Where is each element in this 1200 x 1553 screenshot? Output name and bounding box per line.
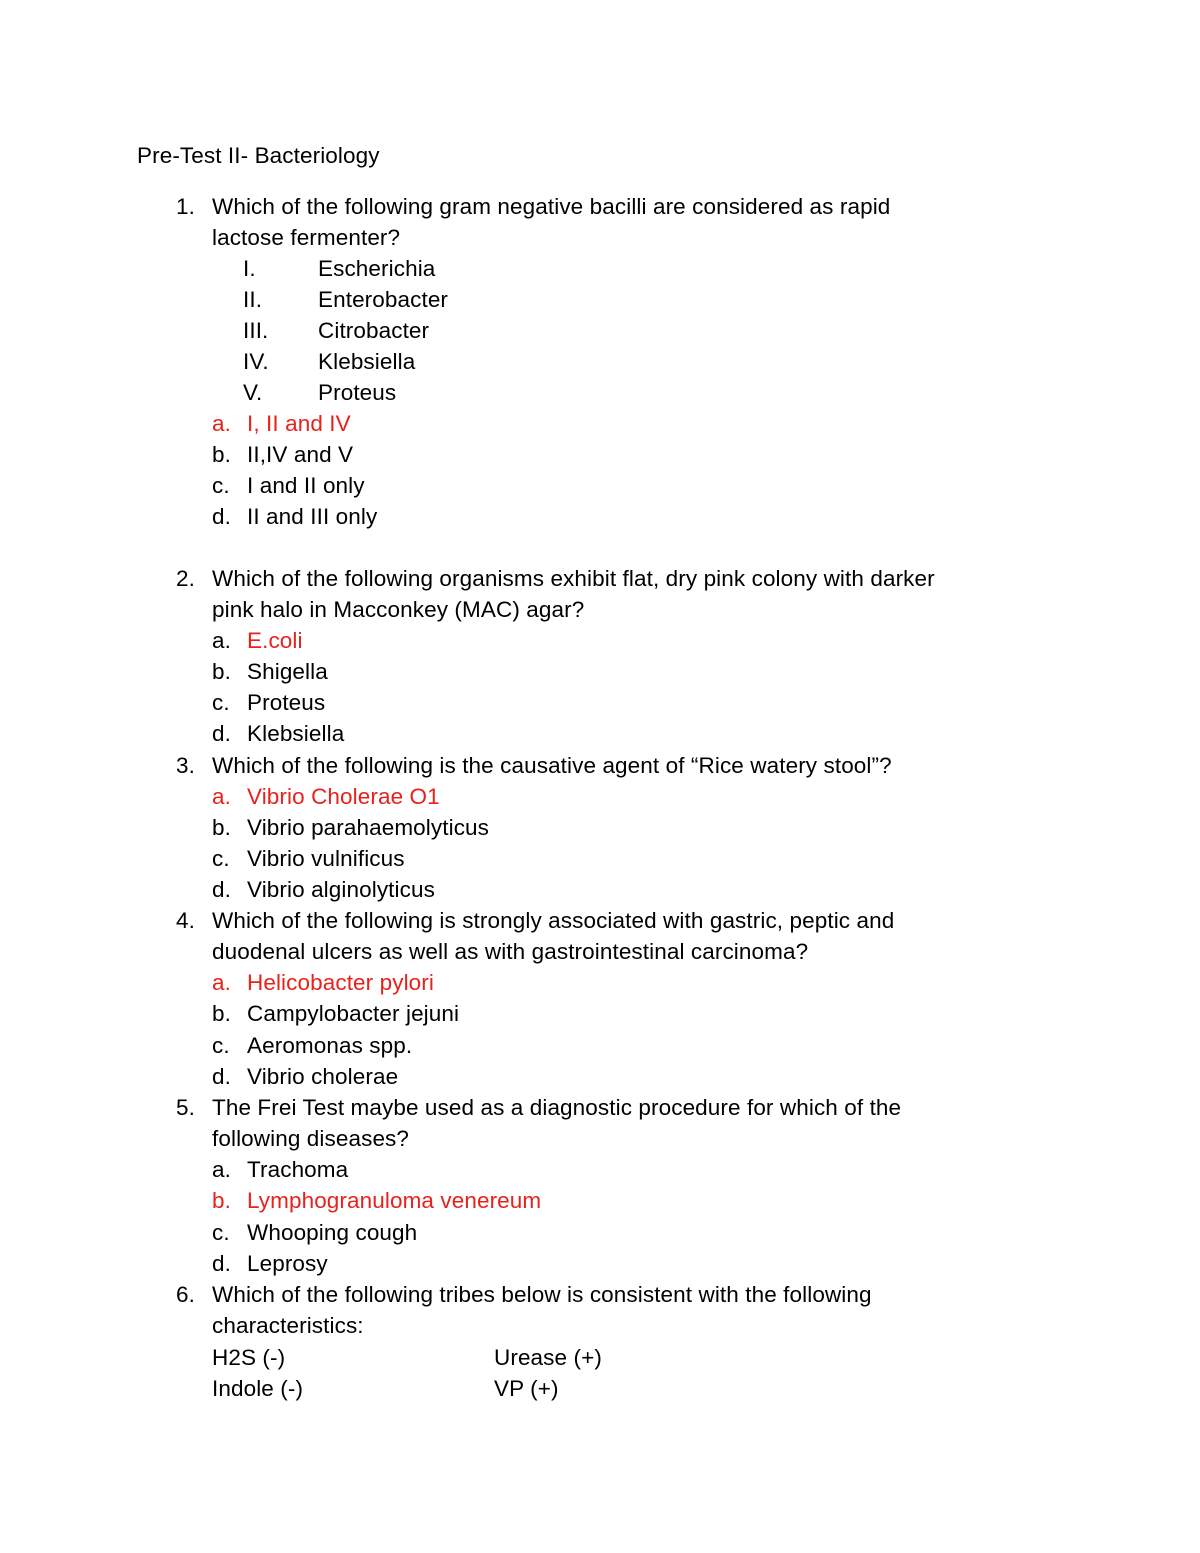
q3-option-letter: b. [212, 815, 231, 840]
q6-characteristic-left: Indole (-) [212, 1376, 304, 1401]
q4-option-letter: c. [212, 1033, 230, 1058]
q3-option-letter: d. [212, 877, 231, 902]
page-title: Pre-Test II- Bacteriology [137, 143, 380, 168]
q6-number: 6. [176, 1282, 195, 1307]
q4-text-line1: Which of the following is strongly associated with gastric, peptic and [212, 908, 895, 933]
q5-text-line2: following diseases? [212, 1126, 410, 1151]
q3-option-letter: c. [212, 846, 230, 871]
q6-text-line2: characteristics: [212, 1313, 364, 1338]
q1-item-roman: II. [243, 287, 263, 312]
q3-option-text-correct: Vibrio Cholerae O1 [247, 784, 440, 809]
q5-option-text: Trachoma [247, 1157, 349, 1182]
q5-option-letter: c. [212, 1220, 230, 1245]
q2-text-line1: Which of the following organisms exhibit flat, dry pink colony with darker [212, 566, 935, 591]
q1-item-text: Citrobacter [318, 318, 430, 343]
q4-text-line2: duodenal ulcers as well as with gastrointestinal carcinoma? [212, 939, 809, 964]
q5-option-letter: a. [212, 1157, 231, 1182]
q2-option-letter: c. [212, 690, 230, 715]
q3-option-text: Vibrio alginolyticus [247, 877, 435, 902]
q6-characteristic-right: Urease (+) [494, 1345, 602, 1370]
q2-option-text: Klebsiella [247, 721, 345, 746]
q1-option-letter-correct: a. [212, 411, 231, 436]
q4-option-text-correct: Helicobacter pylori [247, 970, 434, 995]
q6-characteristic-right: VP (+) [494, 1376, 559, 1401]
q5-option-letter: d. [212, 1251, 231, 1276]
q3-option-text: Vibrio vulnificus [247, 846, 405, 871]
q1-item-text: Enterobacter [318, 287, 449, 312]
q1-option-text: I and II only [247, 473, 365, 498]
q4-option-text: Campylobacter jejuni [247, 1001, 460, 1026]
q2-text-line2: pink halo in Macconkey (MAC) agar? [212, 597, 585, 622]
q3-option-text: Vibrio parahaemolyticus [247, 815, 490, 840]
q3-number: 3. [176, 753, 195, 778]
q5-option-text: Leprosy [247, 1251, 328, 1276]
q2-option-letter: d. [212, 721, 231, 746]
q6-text-line1: Which of the following tribes below is consistent with the following [212, 1282, 872, 1307]
q1-option-letter: c. [212, 473, 230, 498]
q3-option-letter-correct: a. [212, 784, 231, 809]
q5-number: 5. [176, 1095, 195, 1120]
q4-option-letter: b. [212, 1001, 231, 1026]
q1-text-line2: lactose fermenter? [212, 225, 401, 250]
q1-option-letter: d. [212, 504, 231, 529]
q2-number: 2. [176, 566, 195, 591]
q2-option-text: Proteus [247, 690, 326, 715]
q4-option-letter: d. [212, 1064, 231, 1089]
q1-option-text: II,IV and V [247, 442, 354, 467]
q1-item-text: Proteus [318, 380, 397, 405]
q4-number: 4. [176, 908, 195, 933]
q1-option-text: II and III only [247, 504, 378, 529]
q1-number: 1. [176, 194, 195, 219]
q3-text-line1: Which of the following is the causative agent of “Rice watery stool”? [212, 753, 892, 778]
q1-option-text-correct: I, II and IV [247, 411, 351, 436]
q1-item-roman: V. [243, 380, 263, 405]
q4-option-text: Vibrio cholerae [247, 1064, 399, 1089]
q5-option-text: Whooping cough [247, 1220, 418, 1245]
q1-option-letter: b. [212, 442, 231, 467]
q1-text-line1: Which of the following gram negative bacilli are considered as rapid [212, 194, 891, 219]
q5-option-text-correct: Lymphogranuloma venereum [247, 1188, 542, 1213]
q1-item-roman: III. [243, 318, 269, 343]
q1-item-roman: I. [243, 256, 256, 281]
q4-option-text: Aeromonas spp. [247, 1033, 413, 1058]
q5-option-letter-correct: b. [212, 1188, 231, 1213]
q2-option-text: Shigella [247, 659, 328, 684]
q1-item-text: Escherichia [318, 256, 436, 281]
q4-option-letter-correct: a. [212, 970, 231, 995]
q2-option-text-correct: E.coli [247, 628, 303, 653]
q5-text-line1: The Frei Test maybe used as a diagnostic procedure for which of the [212, 1095, 902, 1120]
q1-item-roman: IV. [243, 349, 269, 374]
q6-characteristic-left: H2S (-) [212, 1345, 286, 1370]
q2-option-letter: a. [212, 628, 231, 653]
q2-option-letter: b. [212, 659, 231, 684]
q1-item-text: Klebsiella [318, 349, 416, 374]
